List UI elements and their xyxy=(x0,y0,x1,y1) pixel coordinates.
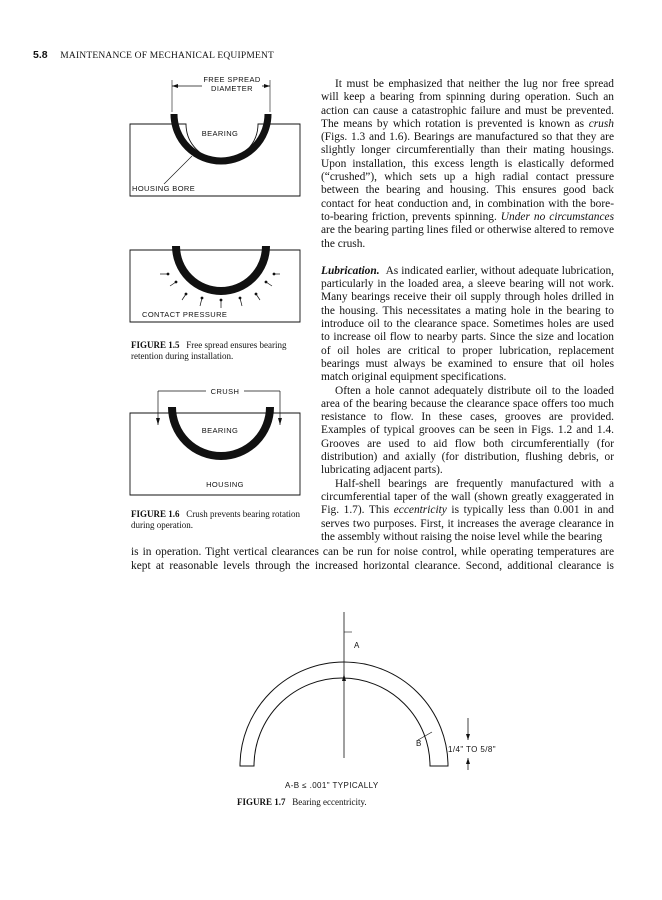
full-width-line-2: kept at reasonable levels through the increased horizontal clearance. Second, additional clearance is xyxy=(131,560,614,572)
figure-1-5-contact-pressure-diagram xyxy=(120,244,320,324)
full-width-line-1: is in operation. Tight vertical clearances can be run for noise control, while operating temperatures are xyxy=(131,546,614,558)
label-bearing: BEARING xyxy=(201,426,239,435)
figure-1-5-caption-text: Free spread ensures bearing retention during installation. xyxy=(131,340,287,361)
label-contact-pressure: CONTACT PRESSURE xyxy=(142,310,228,319)
label-diameter: DIAMETER xyxy=(211,84,253,93)
label-free-spread: FREE SPREAD xyxy=(203,75,261,84)
label-housing-bore: HOUSING BORE xyxy=(132,184,196,193)
body-text-column xyxy=(321,78,614,544)
figure-1-7-label: FIGURE 1.7 xyxy=(237,797,286,807)
running-header xyxy=(33,49,274,61)
heading-lubrication: Lubrication. xyxy=(321,264,380,277)
label-b: B xyxy=(416,739,422,748)
figure-1-6-caption xyxy=(131,509,311,531)
figure-1-7-caption-text: Bearing eccentricity. xyxy=(292,797,367,807)
term-eccentricity: eccentricity xyxy=(393,504,447,517)
paragraph-crush: It must be emphasized that neither the lug nor free spread will keep a bearing from spinning during operation. Such an action can cause a catastrophic failure and must be prevented. The means by which rotation is prevented is known as crush (Figs. 1.3 and 1.6). Bearings are manufactured so that they are slightly longer circumferentially than their mating housings. Upon installation, this excess length is elastically deformed (“crushed”), which sets up a high radial contact pressure between the bearing and housing. This ensures good back contact for heat conduction and, in combination with the bore-to-bearing friction, prevents spinning. Under no circumstances are the bearing parting lines filed or otherwise altered to remove the crush. xyxy=(321,78,614,250)
label-a: A xyxy=(354,641,360,650)
paragraph-half-shell: Half-shell bearings are frequently manufactured with a circumferential taper of the wall (shown greatly exaggerated in Fig. 1.7). This eccentricity is typically less than 0.001 in and serves two purposes. First, it increases the average clearance in the assembly without raising the noise level while the bearing xyxy=(321,477,614,543)
figure-1-5-label: FIGURE 1.5 xyxy=(131,340,180,350)
figure-1-7-caption xyxy=(237,797,497,808)
figure-1-6-caption-text: Crush prevents bearing rotation during operation. xyxy=(131,509,300,530)
paragraph-lubrication: Lubrication. As indicated earlier, without adequate lubrication, particularly in the loaded area, a sleeve bearing will not work. Many bearings receive their oil supply through holes drilled in the housing. This necessitates a mating hole in the bearing to introduce oil to the clearance space. Sometimes holes are used to increase oil flow to nearby parts. Since the size and location of oil holes are critical to proper lubrication, replacement bearings must always be examined to ensure that oil holes match original equipment specifications. xyxy=(321,264,614,384)
figure-1-5-free-spread-diagram xyxy=(120,74,320,199)
emphasis-under-no-circumstances: Under no circumstances xyxy=(500,210,614,223)
term-crush: crush xyxy=(588,117,614,130)
paragraph-grooves: Often a hole cannot adequately distribute oil to the loaded area of the bearing because the clearance space offers too much resistance to flow. In these cases, grooves are provided. Examples of typical grooves can be seen in Figs. 1.2 and 1.4. Grooves are used to aid flow both circumferentially (for distribution) and axially (for distribution, flushing debris, or lubricating adjacent parts). xyxy=(321,384,614,477)
running-title: MAINTENANCE OF MECHANICAL EQUIPMENT xyxy=(60,51,275,61)
page-number: 5.8 xyxy=(33,49,48,61)
label-eccentricity-formula: A-B ≤ .001" TYPICALLY xyxy=(285,781,379,790)
label-thickness: 1/4" TO 5/8" xyxy=(448,745,496,754)
label-housing: HOUSING xyxy=(206,480,244,489)
figure-1-5-caption xyxy=(131,340,311,362)
figure-1-7-eccentricity-diagram xyxy=(220,608,520,793)
figure-1-6-crush-diagram xyxy=(120,385,320,500)
label-crush: CRUSH xyxy=(210,387,240,396)
figure-1-6-label: FIGURE 1.6 xyxy=(131,509,180,519)
label-bearing: BEARING xyxy=(201,129,239,138)
